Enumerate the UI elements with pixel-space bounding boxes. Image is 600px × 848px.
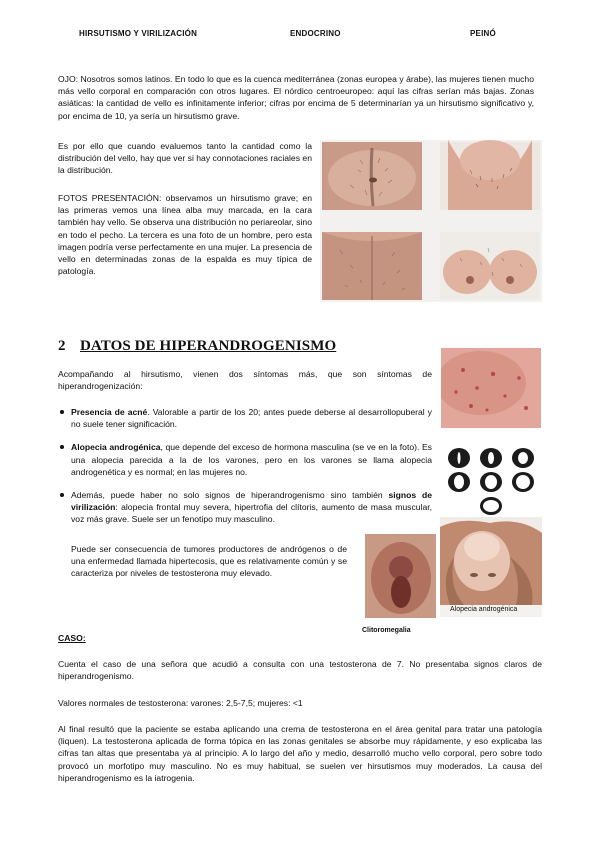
fotos-text: observamos un hirsutismo grave; en las primeras vemos una línea alba muy marcada, en la cara también hay vello. Se observa una distribución no periareolar, sino en todo el pecho. La tercera es una foto de un hombre, pero esta imagen podría verse perfectamente en una mujer. La presencia de vello en determinadas zonas de la espalda es muy típica de patología.: [58, 193, 312, 277]
chin-photo: [440, 140, 540, 210]
acne-illustration: [441, 348, 541, 428]
fotos-label: FOTOS PRESENTACIÓN:: [58, 193, 162, 203]
clitoromegaly-caption: Clitoromegalia: [362, 627, 411, 634]
alopecia-text: , que depende del exceso de hormona masculina (se ve en la foto). Es una alopecia parecida a la de los varones, pero en los varones se llama alopecia androgenética y es normal; en las mujeres no.: [71, 442, 432, 477]
hirsutism-photo-grid: [320, 140, 542, 302]
bullet-acne: [58, 406, 432, 430]
viril-pre: Además, puede haber no solo signos de hiperandrogenismo sino también: [71, 490, 389, 501]
alopecia-label: Alopecia androgénica: [71, 442, 161, 453]
cultural-paragraph: Es por ello que cuando evaluemos tanto la cantidad como la distribución del vello, hay que ver si hay connotaciones raciales en la distribución.: [58, 141, 312, 176]
section-number: 2: [58, 338, 66, 354]
ojo-text: Nosotros somos latinos. En todo lo que es la cuenca mediterránea (zonas europea y árabe), las mujeres tienen mucho más vello corporal en comparación con otros lugares. El nórdico centroeuropeo: aquí las cifras serían más bajas. Zonas asiáticas: la cantidad de vello es infinitamente inferior; cifras por encima de 5 determinarían ya un hirsutismo significativo y, por encima de 10, ya sería un hirsutismo grave.: [58, 74, 534, 121]
ojo-label: OJO:: [58, 74, 79, 84]
caso-paragraph-2: Valores normales de testosterona: varones: 2,5-7,5; mujeres: <1: [58, 698, 303, 708]
header-center: ENDOCRINO: [290, 29, 341, 38]
bullet-virilization: [58, 489, 432, 526]
header-right: PEINÓ: [470, 29, 496, 38]
section-lead: Acompañando al hirsutismo, vienen dos síntomas más, que son síntomas de hiperandrogenización:: [58, 369, 432, 392]
bullet-alopecia: [58, 441, 432, 478]
ojo-paragraph: [58, 73, 534, 122]
abdomen-photo: [322, 142, 422, 210]
hirsutism-photos-illustration: [320, 140, 542, 302]
caso-label: CASO:: [58, 633, 86, 643]
fotos-paragraph: [58, 192, 312, 277]
acne-label: Presencia de acné: [71, 407, 148, 417]
alopecia-photo: [440, 517, 542, 617]
symptoms-list: [58, 406, 432, 526]
section-heading: [58, 338, 336, 355]
acne-text: . Valorable a partir de los 20; antes puede deberse al desarrollopuberal y no suele tener significación.: [71, 407, 432, 430]
viril-text: : alopecia frontal muy severa, hipertrofia del clítoris, aumento de masa muscular, voz más grave. Suele ser un fenotipo muy masculino.: [71, 502, 432, 525]
ludwig-scale-illustration: [441, 444, 541, 516]
caso-paragraph-3: Al final resultó que la paciente se estaba aplicando una crema de testosterona en el área genital para tratar una patología (liquen). La testosterona aplicada de forma tópica en las zonas genitales se absorbe muy rápidamente, y eso explicaba las cifras tan altas que presentaba ya al principio. A lo largo del año y medio, desarrolló mucho vello corporal, pero sobre todo provocó un morfotipo muy masculino. No es muy habitual, se suelen ver hirsutismos muy moderados. La causa del hiperandrogenismo es la iatrogenia.: [58, 724, 542, 783]
alopecia-caption: Alopecia androgénica: [450, 606, 518, 613]
virilization-continuation: Puede ser consecuencia de tumores productores de andrógenos o de una enfermedad llamada hipertecosis, que es relativamente común y se caracteriza por niveles de testosterona muy elevado.: [71, 544, 347, 579]
clitoromegaly-photo: [365, 534, 436, 618]
ludwig-scale-photo: [441, 444, 541, 516]
chest-photo: [440, 232, 540, 300]
header-left: HIRSUTISMO Y VIRILIZACIÓN: [79, 29, 198, 38]
clitoromegaly-illustration: [365, 534, 436, 618]
caso-paragraph-1: Cuenta el caso de una señora que acudió a consulta con una testosterona de 7. No presentaba signos claros de hiperandrogenismo.: [58, 659, 542, 682]
viril-label: signos de virilización: [71, 490, 432, 513]
back-photo: [322, 232, 422, 300]
section-title: DATOS DE HIPERANDROGENISMO: [80, 338, 337, 354]
acne-photo: [441, 348, 541, 428]
alopecia-illustration: [440, 517, 542, 605]
